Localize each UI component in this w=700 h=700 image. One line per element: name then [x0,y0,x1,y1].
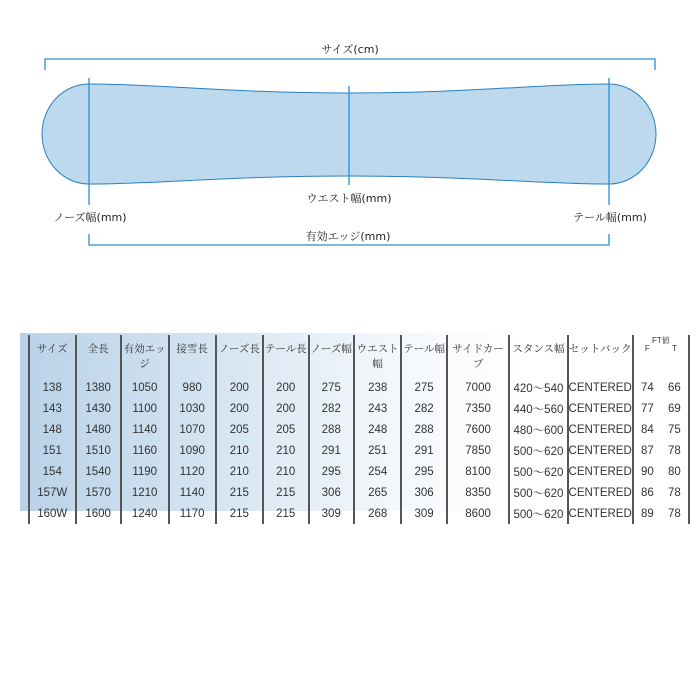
column-header-ft [633,335,689,371]
table-cell: 200 [216,398,263,419]
table-cell: 154 [29,461,76,482]
column-header: スタンス幅 [509,335,567,371]
table-cell: 143 [29,398,76,419]
table-cell: 1120 [169,461,216,482]
table-cell: 306 [309,482,355,503]
column-header: テール幅 [401,335,447,371]
table-cell: 1430 [76,398,121,419]
ft-t-value: 69 [668,402,681,415]
table-cell: 151 [29,440,76,461]
ft-f-value: 87 [640,444,654,457]
size-bracket [45,59,655,70]
table-row [29,461,689,482]
column-header: テール長 [263,335,309,371]
table-cell: 500～620 [509,482,567,503]
table-cell: 1510 [76,440,121,461]
table-cell: 309 [401,503,447,524]
table-cell: 248 [354,419,401,440]
table-cell: 295 [309,461,355,482]
table-cell: CENTERED [568,461,633,482]
size-label: サイズ(cm) [321,43,379,56]
spec-table-panel [20,333,690,521]
table-cell: 282 [401,398,447,419]
table-cell: 306 [401,482,447,503]
column-header: サイズ [29,335,76,371]
column-header: ウエスト幅 [354,335,401,371]
table-row [29,398,689,419]
table-cell: 210 [216,440,263,461]
ft-t-value: 78 [668,444,681,457]
column-header: 有効エッジ [121,335,169,371]
table-cell: 1210 [121,482,169,503]
ft-t-value: 80 [668,465,681,478]
table-cell: 1540 [76,461,121,482]
table-cell: 275 [309,371,355,398]
table-cell: 238 [354,371,401,398]
ft-f-value: 74 [640,381,654,394]
table-cell: 500～620 [509,503,567,524]
ft-f-value: 90 [640,465,654,478]
table-cell: 210 [263,461,309,482]
column-header: 全長 [76,335,121,371]
table-cell: 480～600 [509,419,567,440]
column-header: 接雪長 [169,335,216,371]
column-header: ノーズ長 [216,335,263,371]
table-cell: 7600 [447,419,509,440]
ft-cell [633,482,689,503]
table-cell: 210 [216,461,263,482]
table-cell: 288 [309,419,355,440]
table-cell: 500～620 [509,461,567,482]
table-cell: 200 [263,371,309,398]
nose-width-label: ノーズ幅(mm) [53,211,127,224]
table-cell: 288 [401,419,447,440]
table-cell: 309 [309,503,355,524]
ft-f-value: 89 [640,507,654,520]
table-cell: 1140 [121,419,169,440]
waist-label: ウエスト幅(mm) [306,192,392,205]
table-cell: 251 [354,440,401,461]
table-row [29,503,689,524]
table-cell: 7850 [447,440,509,461]
ft-f-value: 84 [640,423,654,436]
table-cell: CENTERED [568,482,633,503]
ft-t-value: 78 [668,507,681,520]
table-cell: 1600 [76,503,121,524]
table-cell: 8350 [447,482,509,503]
table-cell: 1100 [121,398,169,419]
table-cell: 1190 [121,461,169,482]
table-cell: 160W [29,503,76,524]
ft-cell [633,419,689,440]
table-cell: 1140 [169,482,216,503]
table-row [29,482,689,503]
table-cell: 440～560 [509,398,567,419]
table-cell: 215 [216,482,263,503]
table-cell: 215 [216,503,263,524]
ft-cell [633,440,689,461]
table-cell: 1160 [121,440,169,461]
table-cell: 205 [216,419,263,440]
table-cell: 265 [354,482,401,503]
column-header: サイドカーブ [447,335,509,371]
table-cell: 282 [309,398,355,419]
ft-t: T [671,344,677,353]
table-cell: CENTERED [568,398,633,419]
table-cell: 157W [29,482,76,503]
table-cell: 1380 [76,371,121,398]
table-cell: CENTERED [568,371,633,398]
ft-cell [633,461,689,482]
tail-width-label: テール幅(mm) [573,211,647,224]
table-cell: 500～620 [509,440,567,461]
table-row [29,371,689,398]
ft-f-value: 86 [640,486,654,499]
table-cell: 1170 [169,503,216,524]
table-cell: 1050 [121,371,169,398]
table-cell: 295 [401,461,447,482]
ft-f-value: 77 [640,402,654,415]
table-cell: 980 [169,371,216,398]
table-cell: 1070 [169,419,216,440]
table-cell: 210 [263,440,309,461]
ft-t-value: 66 [668,381,681,394]
table-cell: 275 [401,371,447,398]
table-cell: 268 [354,503,401,524]
table-cell: 420～540 [509,371,567,398]
table-cell: 205 [263,419,309,440]
table-cell: CENTERED [568,503,633,524]
table-row [29,440,689,461]
edge-label: 有効エッジ(mm) [305,230,391,243]
ft-title: FT値 [652,336,670,345]
table-cell: 7350 [447,398,509,419]
table-cell: 215 [263,503,309,524]
table-cell: 215 [263,482,309,503]
table-cell: 254 [354,461,401,482]
table-cell: 138 [29,371,76,398]
table-cell: 8100 [447,461,509,482]
ft-f: F [644,344,650,353]
table-cell: 1570 [76,482,121,503]
table-cell: 291 [401,440,447,461]
spec-table [28,335,690,524]
column-header: セットバック [568,335,633,371]
table-cell: 148 [29,419,76,440]
table-cell: 1090 [169,440,216,461]
table-cell: 200 [216,371,263,398]
column-header: ノーズ幅 [309,335,355,371]
table-cell: CENTERED [568,440,633,461]
ft-cell [633,503,689,524]
ft-cell [633,398,689,419]
table-cell: 291 [309,440,355,461]
ft-t-value: 75 [668,423,681,436]
table-cell: 243 [354,398,401,419]
table-cell: 8600 [447,503,509,524]
table-cell: 7000 [447,371,509,398]
ft-t-value: 78 [668,486,681,499]
table-cell: 1480 [76,419,121,440]
table-cell: 1240 [121,503,169,524]
table-cell: 1030 [169,398,216,419]
table-row [29,419,689,440]
ft-cell [633,371,689,398]
table-cell: CENTERED [568,419,633,440]
table-cell: 200 [263,398,309,419]
